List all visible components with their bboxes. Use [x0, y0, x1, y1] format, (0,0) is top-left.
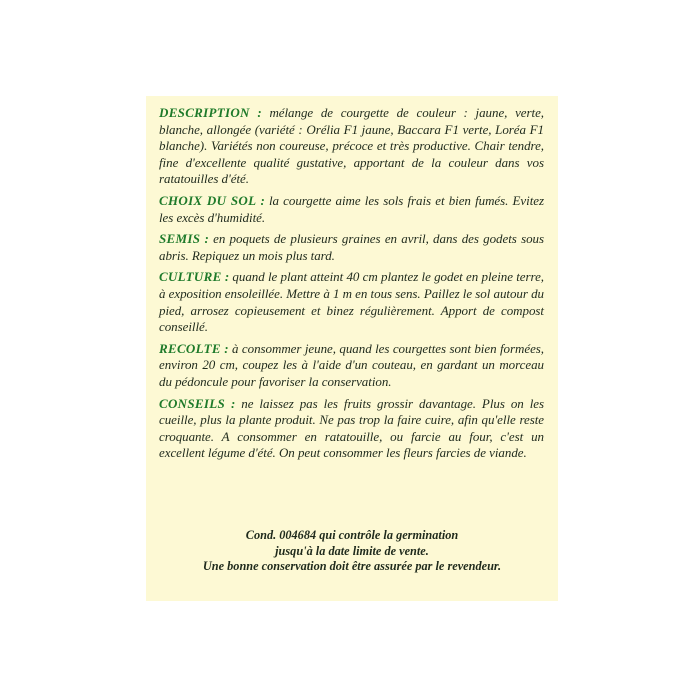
footer-line: Cond. 004684 qui contrôle la germination	[245, 528, 459, 542]
section-text: quand le plant atteint 40 cm plantez le godet en pleine terre, à exposition ensoleillée. Mettre à 1 m en tous sens. Paillez le sol autour du pied, arrosez copieusement et binez régulièrement. Apport de compost conseillé.	[159, 269, 544, 335]
section-heading: SEMIS	[159, 231, 201, 247]
heading-separator: :	[256, 192, 265, 208]
footer-line: Une bonne conservation doit être assurée par le revendeur.	[202, 559, 502, 573]
section-heading: CULTURE	[159, 269, 222, 285]
heading-separator: :	[220, 340, 229, 356]
footer-line: jusqu'à la date limite de vente.	[275, 543, 429, 558]
section-semis	[159, 231, 544, 264]
section-text: la courgette aime les sols frais et bien fumés. Evitez les excès d'humidité.	[159, 192, 544, 225]
section-heading: CHOIX DU SOL	[159, 192, 257, 208]
section-text: mélange de courgette de couleur : jaune, verte, blanche, allongée (variété : Orélia F1 jaune, Baccara F1 verte, Loréa F1 blanche). Variétés non coureuse, précoce et très productive. Chair tendre, fine d'excellente qualité gustative, apportant de la couleur dans vos ratatouilles d'été.	[159, 105, 545, 187]
section-choix-du-sol	[159, 193, 544, 226]
section-heading: RECOLTE	[159, 340, 221, 356]
section-culture	[159, 269, 544, 335]
section-heading: DESCRIPTION	[159, 105, 250, 120]
section-recolte	[159, 341, 544, 391]
section-text: en poquets de plusieurs graines en avril, dans des godets sous abris. Repiquez un mois plus tard.	[159, 231, 545, 263]
conditioning-note	[146, 528, 558, 575]
section-conseils	[159, 396, 544, 462]
section-heading: CONSEILS	[159, 395, 225, 411]
heading-separator: :	[221, 269, 230, 285]
section-description	[159, 105, 544, 188]
heading-separator: :	[249, 105, 262, 120]
section-text: ne laissez pas les fruits grossir davantage. Plus on les cueille, plus la plante produit. Ne pas trop la faire cuire, afin qu'elle reste croquante. A consommer en ratatouille, ou farcie au four, c'est un excellent légume d'été. On peut consommer les fleurs farcies de viande.	[159, 395, 545, 461]
heading-separator: :	[200, 231, 209, 247]
section-text: à consommer jeune, quand les courgettes sont bien formées, environ 20 cm, coupez les à l'aide d'un couteau, en gardant un morceau du pédoncule pour favoriser la conservation.	[159, 340, 544, 389]
heading-separator: :	[224, 395, 236, 411]
seed-packet-label	[146, 96, 558, 601]
